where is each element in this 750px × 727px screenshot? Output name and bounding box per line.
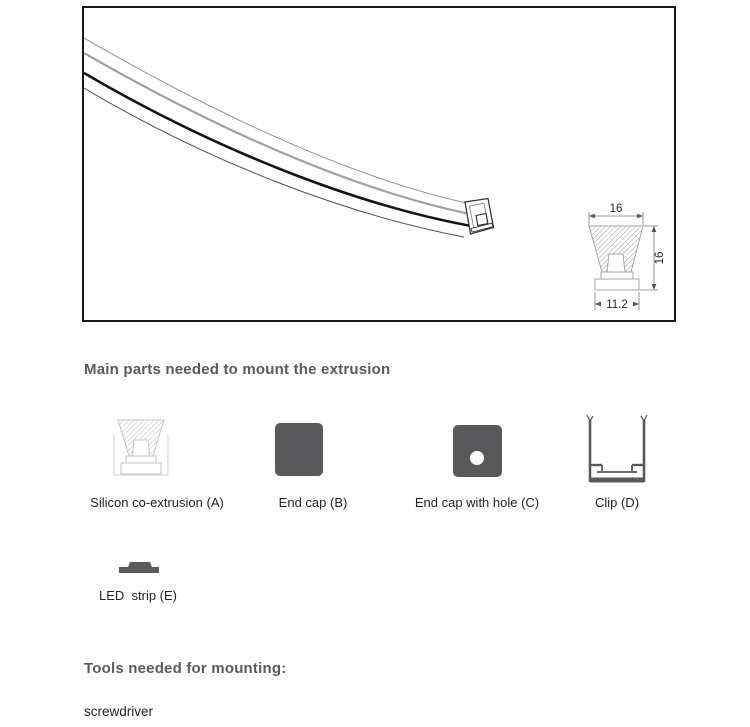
- extrusion-bottom-line: [84, 88, 464, 237]
- end-cap-with-hole-icon: [453, 425, 502, 477]
- tool-item-screwdriver: screwdriver: [84, 704, 154, 719]
- part-label-led-strip: LED strip (E): [99, 588, 178, 603]
- part-label-silicon-co-extrusion: Silicon co-extrusion (A): [90, 495, 224, 510]
- clip-icon: [585, 413, 649, 489]
- silicon-co-extrusion-icon: [108, 416, 174, 480]
- extrusion-end-face: [465, 199, 494, 235]
- extrusion-drawing-box: [82, 6, 676, 322]
- end-cap-icon: [275, 423, 323, 476]
- main-parts-heading: Main parts needed to mount the extrusion: [84, 361, 391, 378]
- curved-extrusion-drawing: [84, 8, 674, 320]
- cross-section-base: [595, 279, 639, 290]
- led-strip-bar: [119, 567, 159, 573]
- cross-section-channel: [607, 254, 625, 272]
- part-label-end-cap: End cap (B): [278, 495, 348, 510]
- tools-heading: Tools needed for mounting:: [84, 660, 287, 677]
- dim-bottom-label: 11.2: [606, 299, 628, 311]
- part-label-clip: Clip (D): [594, 495, 640, 510]
- end-cap-hole: [470, 451, 484, 465]
- cross-section-neck: [601, 272, 633, 279]
- cross-section-diagram: [589, 203, 666, 311]
- curved-extrusion-lines: [84, 38, 480, 237]
- led-strip-icon: [119, 562, 159, 573]
- part-label-end-cap-with-hole: End cap with hole (C): [414, 495, 540, 510]
- extrusion-black-line: [84, 73, 471, 226]
- dim-top-label: 16: [609, 203, 623, 215]
- dim-side-label: 16: [654, 251, 666, 265]
